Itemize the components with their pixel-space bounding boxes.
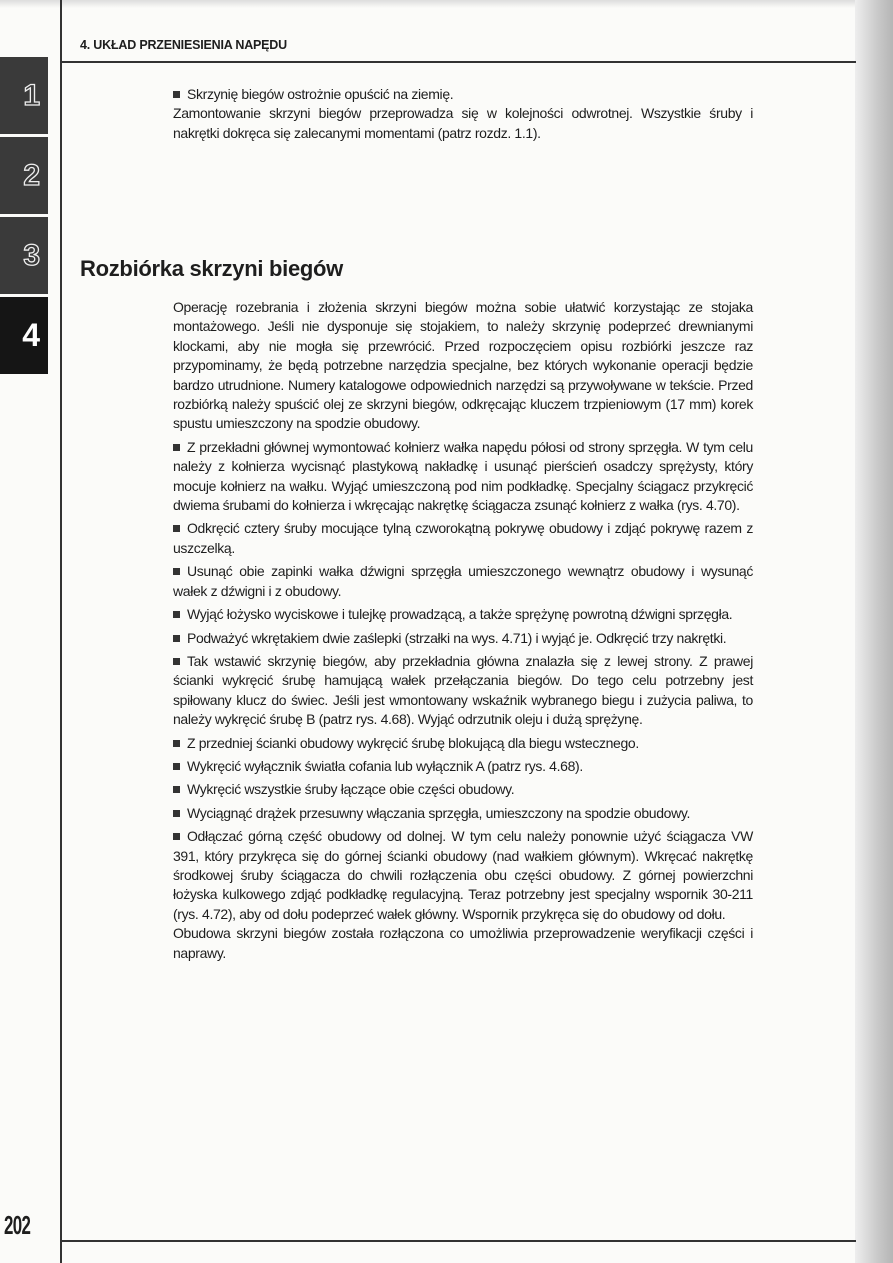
chapter-tab-4-active: 4: [0, 297, 48, 374]
bullet-paragraph: [173, 757, 753, 776]
paragraph-text: Wykręcić wyłącznik światła cofania lub wyłącznik A (patrz rys. 4.68).: [187, 757, 583, 774]
bullet-paragraph: [173, 85, 753, 104]
chapter-tab-1: 1: [0, 57, 48, 134]
paragraph-text: Wyjąć łożysko wyciskowe i tulejkę prowadzącą, a także sprężynę powrotną dźwigni sprzęgła.: [187, 606, 733, 623]
square-bullet-icon: [173, 444, 180, 451]
paragraph: [173, 298, 753, 434]
paragraph: [173, 104, 753, 143]
bullet-paragraph: [173, 562, 753, 601]
header-rule: [60, 61, 856, 63]
bullet-paragraph: [173, 438, 753, 516]
bullet-paragraph: [173, 734, 753, 753]
paragraph-text: Odkręcić cztery śruby mocujące tylną czworokątną pokrywę obudowy i zdjąć pokrywę razem z uszczelką.: [173, 520, 753, 556]
paragraph: [173, 924, 753, 963]
paragraph-text: Zamontowanie skrzyni biegów przeprowadza się w kolejności odwrotnej. Wszystkie śruby i nakrętki dokręca się zalecanymi momentami (patrz rozdz. 1.1).: [173, 105, 753, 141]
square-bullet-icon: [173, 568, 180, 575]
page-number: 202: [4, 1210, 31, 1240]
section-body: [173, 298, 753, 967]
square-bullet-icon: [173, 740, 180, 747]
chapter-tab-3: 3: [0, 217, 48, 294]
square-bullet-icon: [173, 635, 180, 642]
square-bullet-icon: [173, 525, 180, 532]
paragraph-text: Skrzynię biegów ostrożnie opuścić na ziemię.: [187, 86, 454, 102]
paragraph-text: Operację rozebrania i złożenia skrzyni biegów można sobie ułatwić korzystając ze stojaka montażowego. Jeśli nie dysponuje się stojakiem, to należy skrzynię podeprzeć drewnianymi klockami, aby nie mogła się przewrócić. Przed rozpoczęciem opisu rozbiórki jeszcze raz przypominamy, że będą potrzebne narzędzia specjalne, bez których wykonanie operacji będzie bardzo utrudnione. Numery katalogowe odpowiednich narzędzi są przywoływane w tekście. Przed rozbiórką należy spuścić olej ze skrzyni biegów, odkręcając kluczem trzpieniowym (17 mm) korek spustu umieszczony na spodzie obudowy.: [173, 299, 753, 432]
paragraph-text: Wykręcić wszystkie śruby łączące obie części obudowy.: [187, 781, 515, 798]
footer-rule: [60, 1240, 856, 1242]
page-top-edge: [0, 0, 893, 8]
paragraph-text: Obudowa skrzyni biegów została rozłączona co umożliwia przeprowadzenie weryfikacji części i naprawy.: [173, 925, 753, 961]
bullet-paragraph: [173, 780, 753, 799]
square-bullet-icon: [173, 810, 180, 817]
paragraph-text: Odłączać górną część obudowy od dolnej. W tym celu należy ponownie użyć ściągacza VW 391, który przykręca się do górnej ścianki obudowy (nad wałkiem głównym). Wkręcać nakrętkę środkowej śruby ściągacza do chwili rozłączenia obu części obudowy. Z górnej powierzchni łożyska kulkowego zdjąć podkładkę regulacyjną. Teraz potrzebny jest specjalny wspornik 30-211 (rys. 4.72), aby od dołu podeprzeć wałek główny. Wspornik przykręca się do obudowy od dołu.: [173, 828, 753, 922]
paragraph-text: Podważyć wkrętakiem dwie zaślepki (strzałki na wys. 4.71) i wyjąć je. Odkręcić trzy nakrętki.: [187, 629, 727, 646]
square-bullet-icon: [173, 833, 180, 840]
running-header: 4. UKŁAD PRZENIESIENIA NAPĘDU: [80, 38, 287, 52]
section-heading: Rozbiórka skrzyni biegów: [80, 256, 343, 281]
paragraph-text: Z przekładni głównej wymontować kołnierz wałka napędu półosi od strony sprzęgła. W tym celu należy z kołnierza wycisnąć plastykową nakładkę i usunąć pierścień osadczy sprężysty, który mocuje kołnierz na wałku. Wyjąć umieszczoną pod nim podkładkę. Specjalny ściągacz przykręcić dwiema śrubami do kołnierza i wkręcając nakrętkę ściągacza zsunąć kołnierz z wałka (rys. 4.70).: [173, 438, 753, 514]
paragraph-text: Tak wstawić skrzynię biegów, aby przekładnia główna znalazła się z lewej strony. Z prawej ścianki wykręcić śrubę hamującą wałek przełączania biegów. Do tego celu potrzebny jest spiłowany klucz do świec. Jeśli jest wmontowany wskaźnik wybranego biegu i zużycia paliwa, to należy wykręcić śrubę B (patrz rys. 4.68). Wyjąć odrzutnik oleju i dużą sprężynę.: [173, 652, 753, 728]
scan-shadow: [855, 0, 893, 1263]
bullet-paragraph: [173, 519, 753, 558]
square-bullet-icon: [173, 763, 180, 770]
square-bullet-icon: [173, 658, 180, 665]
bullet-paragraph: [173, 804, 753, 823]
intro-text: [173, 85, 753, 147]
square-bullet-icon: [173, 91, 180, 98]
paragraph-text: Wyciągnąć drążek przesuwny włączania sprzęgła, umieszczony na spodzie obudowy.: [187, 804, 691, 821]
bullet-paragraph: [173, 605, 753, 624]
chapter-tab-2: 2: [0, 137, 48, 214]
square-bullet-icon: [173, 786, 180, 793]
paragraph-text: Z przedniej ścianki obudowy wykręcić śrubę blokującą dla biegu wstecznego.: [187, 734, 639, 751]
paragraph-text: Usunąć obie zapinki wałka dźwigni sprzęgła umieszczonego wewnątrz obudowy i wysunąć wałek z dźwigni i z obudowy.: [173, 563, 753, 599]
bullet-paragraph: [173, 629, 753, 648]
square-bullet-icon: [173, 611, 180, 618]
bullet-paragraph: [173, 827, 753, 924]
margin-rule: [60, 0, 62, 1263]
bullet-paragraph: [173, 652, 753, 730]
